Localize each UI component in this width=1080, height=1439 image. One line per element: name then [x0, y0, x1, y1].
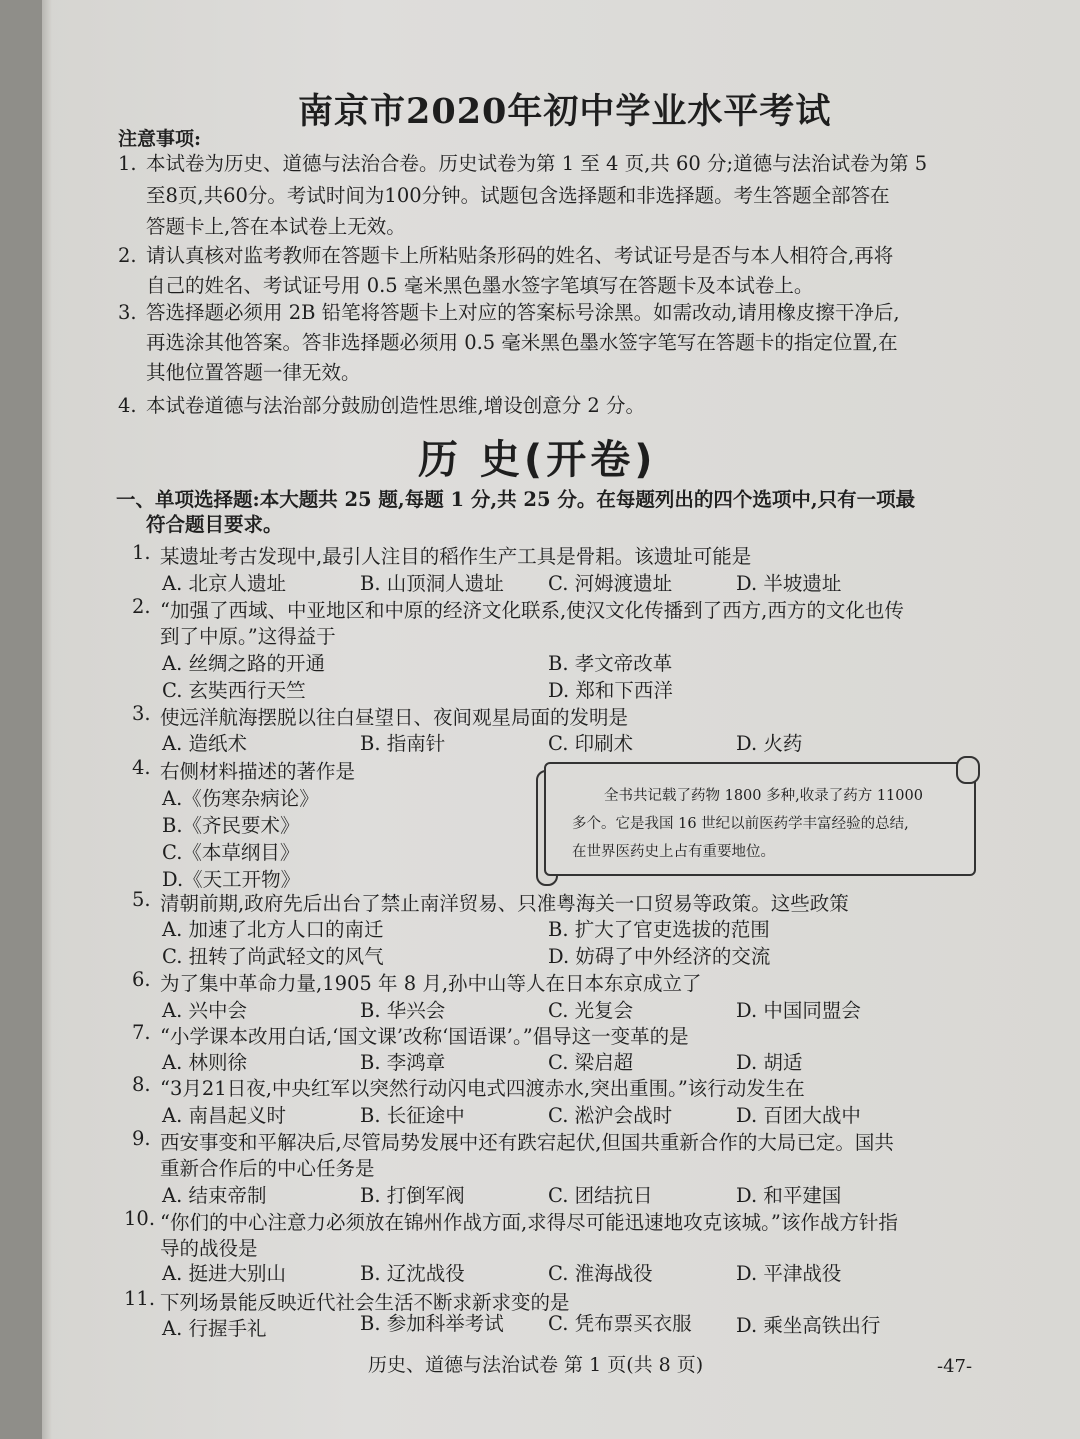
option-d: D. 乘坐高铁出行 — [736, 1314, 881, 1337]
notice-item-line: 本试卷为历史、道德与法治合卷。历史试卷为第 1 至 4 页,共 60 分;道德与法治试卷为第 5 — [146, 152, 928, 175]
option-b: B. 李鸿章 — [360, 1051, 446, 1074]
question-stem: 使远洋航海摆脱以往白昼望日、夜间观星局面的发明是 — [160, 706, 629, 729]
notice-item-line: 请认真核对监考教师在答题卡上所粘贴条形码的姓名、考试证号是否与本人相符合,再将 — [146, 244, 894, 267]
question-number: 1. — [132, 541, 151, 564]
notice-heading: 注意事项: — [118, 128, 202, 150]
question-number: 9. — [132, 1127, 151, 1150]
page-number: -47- — [937, 1356, 973, 1377]
subject-title: 历 史(开卷) — [418, 437, 657, 483]
question-number: 10. — [124, 1207, 156, 1230]
page-footer: 历史、道德与法治试卷 第 1 页(共 8 页) — [368, 1354, 704, 1376]
option-c: C. 团结抗日 — [548, 1184, 653, 1207]
option-d: D. 和平建国 — [736, 1184, 842, 1207]
question-stem: 重新合作后的中心任务是 — [160, 1157, 375, 1180]
option-a: A. 林则徐 — [162, 1051, 247, 1074]
option-d: D. 平津战役 — [736, 1262, 842, 1285]
option-b: B. 扩大了官吏选拔的范围 — [548, 918, 770, 941]
option-c: C. 河姆渡遗址 — [548, 572, 673, 595]
option-b: B. 山顶洞人遗址 — [360, 572, 504, 595]
option-c: C. 玄奘西行天竺 — [162, 679, 306, 702]
notice-item-line: 本试卷道德与法治部分鼓励创造性思维,增设创意分 2 分。 — [146, 394, 646, 417]
question-stem: 右侧材料描述的著作是 — [160, 760, 356, 783]
option-a: A. 南昌起义时 — [162, 1104, 286, 1127]
option-d: D. 郑和下西洋 — [548, 679, 673, 702]
option-a: A. 行握手礼 — [162, 1317, 267, 1340]
option-a: A. 北京人遗址 — [162, 572, 286, 595]
question-number: 5. — [132, 888, 151, 911]
question-number: 4. — [132, 756, 151, 779]
option-d: D. 半坡遗址 — [736, 572, 842, 595]
option-b: B. 长征途中 — [360, 1104, 465, 1127]
option-c: C. 淮海战役 — [548, 1262, 653, 1285]
question-number: 2. — [132, 595, 151, 618]
section-heading-cont: 符合题目要求。 — [146, 513, 283, 536]
option-c: C. 淞沪会战时 — [548, 1104, 673, 1127]
option-b: B. 辽沈战役 — [360, 1262, 465, 1285]
question-number: 3. — [132, 702, 151, 725]
scroll-roll-right — [956, 756, 980, 784]
material-scroll-box — [544, 762, 976, 876]
option-b: B. 打倒军阀 — [360, 1184, 465, 1207]
notice-item-line: 答选择题必须用 2B 铅笔将答题卡上对应的答案标号涂黑。如需改动,请用橡皮擦干净后, — [146, 301, 900, 324]
question-number: 8. — [132, 1073, 151, 1096]
option-d: D. 妨碍了中外经济的交流 — [548, 945, 771, 968]
option-d: D. 胡适 — [736, 1051, 803, 1074]
option-c: C.《本草纲目》 — [162, 841, 300, 864]
notice-item-num: 3. — [118, 301, 137, 324]
option-b: B.《齐民要术》 — [162, 814, 300, 837]
question-stem: 西安事变和平解决后,尽管局势发展中还有跌宕起伏,但国共重新合作的大局已定。国共 — [160, 1131, 894, 1154]
question-stem: 到了中原。”这得益于 — [160, 625, 336, 648]
question-stem: 下列场景能反映近代社会生活不断求新求变的是 — [160, 1291, 570, 1314]
notice-item-line: 答题卡上,答在本试卷上无效。 — [146, 215, 406, 238]
option-c: C. 梁启超 — [548, 1051, 634, 1074]
question-stem: 导的战役是 — [160, 1237, 258, 1260]
option-c: C. 印刷术 — [548, 732, 634, 755]
option-d: D. 百团大战中 — [736, 1104, 861, 1127]
section-heading: 一、单项选择题:本大题共 25 题,每题 1 分,共 25 分。在每题列出的四个选项中,只有一项最 — [116, 488, 916, 511]
notice-item-num: 1. — [118, 152, 137, 175]
question-stem: 某遗址考古发现中,最引人注目的稻作生产工具是骨耜。该遗址可能是 — [160, 545, 752, 568]
option-a: A. 结束帝制 — [162, 1184, 267, 1207]
question-number: 11. — [124, 1287, 156, 1310]
question-number: 6. — [132, 968, 151, 991]
material-line: 全书共记载了药物 1800 多种,收录了药方 11000 — [604, 788, 923, 804]
option-d: D.《天工开物》 — [162, 868, 301, 891]
option-b: B. 华兴会 — [360, 999, 446, 1022]
question-stem: “小学课本改用白话,‘国文课’改称‘国语课’。”倡导这一变革的是 — [160, 1025, 689, 1048]
notice-item-line: 其他位置答题一律无效。 — [146, 361, 361, 384]
question-stem: “加强了西域、中亚地区和中原的经济文化联系,使汉文化传播到了西方,西方的文化也传 — [160, 599, 904, 622]
notice-item-num: 2. — [118, 244, 137, 267]
option-b: B. 孝文帝改革 — [548, 652, 673, 675]
binding-shadow — [42, 0, 52, 1439]
exam-page — [42, 0, 1080, 1439]
option-b: B. 参加科举考试 — [360, 1312, 504, 1335]
option-c: C. 扭转了尚武轻文的风气 — [162, 945, 384, 968]
option-d: D. 中国同盟会 — [736, 999, 861, 1022]
notice-item-line: 至8页,共60分。考试时间为100分钟。试题包含选择题和非选择题。考生答题全部答在 — [146, 184, 890, 207]
material-line: 多个。它是我国 16 世纪以前医药学丰富经验的总结, — [572, 816, 909, 832]
option-c: C. 凭布票买衣服 — [548, 1312, 692, 1335]
question-number: 7. — [132, 1021, 151, 1044]
option-a: A. 加速了北方人口的南迁 — [162, 918, 384, 941]
option-a: A. 挺进大别山 — [162, 1262, 286, 1285]
option-a: A.《伤寒杂病论》 — [162, 787, 319, 810]
option-a: A. 兴中会 — [162, 999, 247, 1022]
exam-title: 南京市2020年初中学业水平考试 — [298, 91, 832, 132]
notice-item-line: 自己的姓名、考试证号用 0.5 毫米黑色墨水签字笔填写在答题卡及本试卷上。 — [146, 274, 814, 297]
question-stem: “你们的中心注意力必须放在锦州作战方面,求得尽可能迅速地攻克该城。”该作战方针指 — [160, 1211, 898, 1234]
question-stem: 清朝前期,政府先后出台了禁止南洋贸易、只准粤海关一口贸易等政策。这些政策 — [160, 892, 849, 915]
notice-item-line: 再选涂其他答案。答非选择题必须用 0.5 毫米黑色墨水签字笔写在答题卡的指定位置,在 — [146, 331, 898, 354]
notice-item-num: 4. — [118, 394, 137, 417]
question-stem: 为了集中革命力量,1905 年 8 月,孙中山等人在日本东京成立了 — [160, 972, 702, 995]
option-a: A. 造纸术 — [162, 732, 247, 755]
option-b: B. 指南针 — [360, 732, 446, 755]
option-a: A. 丝绸之路的开通 — [162, 652, 325, 675]
option-c: C. 光复会 — [548, 999, 634, 1022]
option-d: D. 火药 — [736, 732, 803, 755]
question-stem: “3月21日夜,中央红军以突然行动闪电式四渡赤水,突出重围。”该行动发生在 — [160, 1077, 805, 1100]
material-line: 在世界医药史上占有重要地位。 — [572, 844, 775, 860]
